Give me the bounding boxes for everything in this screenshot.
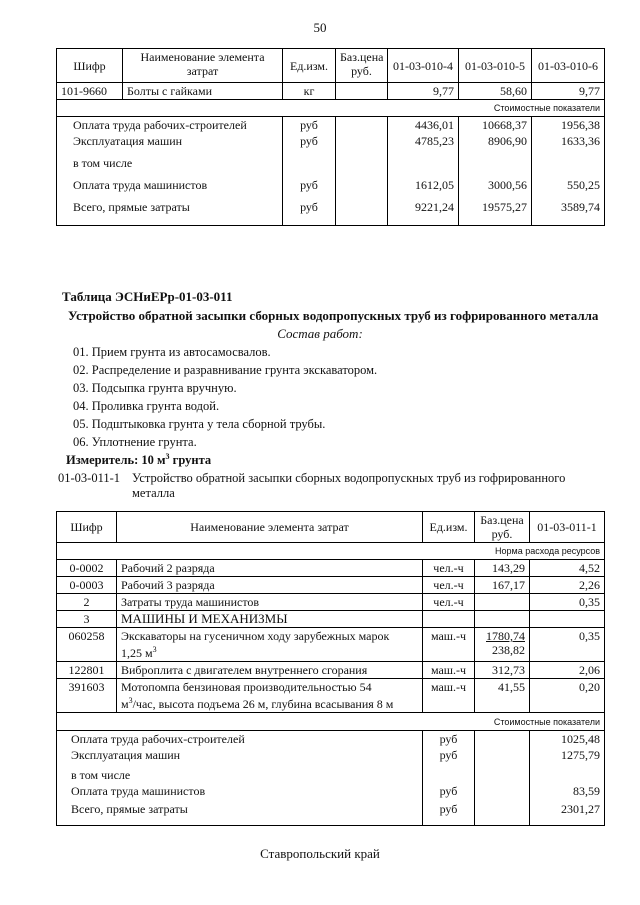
cost-unit: руб <box>423 731 475 748</box>
measure-label: Измеритель: 10 м <box>66 453 166 468</box>
empty-cell <box>336 133 388 155</box>
cost-value-1: 4436,01 <box>388 117 459 134</box>
measure-unit <box>66 452 211 468</box>
header-code: Шифр <box>57 49 123 83</box>
row-unit: чел.-ч <box>423 560 475 577</box>
section-title: Устройство обратной засыпки сборных водопропускных труб из гофрированного металла <box>68 308 599 323</box>
table-row <box>57 199 605 225</box>
table-row <box>57 594 605 611</box>
cost-name: Эксплуатация машин <box>57 747 423 767</box>
measure-sup: 3 <box>165 452 170 461</box>
list-item: 01. Прием грунта из автосамосвалов. <box>73 345 271 359</box>
cost-value-2: 3000,56 <box>459 177 532 199</box>
header-col-011-1: 01-03-011-1 <box>530 512 605 543</box>
row-value: 4,52 <box>530 560 605 577</box>
row-unit: маш.-ч <box>423 679 475 713</box>
table-row <box>57 133 605 155</box>
list-item: 05. Подштыковка грунта у тела сборной трубы. <box>73 417 326 431</box>
table-row <box>57 628 605 662</box>
cost-unit: руб <box>283 117 336 134</box>
row-price-main: 1780,74 <box>486 629 525 643</box>
empty-cell <box>475 611 530 628</box>
list-item: 03. Подсыпка грунта вручную. <box>73 381 237 395</box>
list-item: 04. Проливка грунта водой. <box>73 399 220 413</box>
row-price: 143,29 <box>475 560 530 577</box>
row-code: 060258 <box>57 628 117 662</box>
cost-unit: руб <box>423 783 475 801</box>
row-price: 167,17 <box>475 577 530 594</box>
row-value-3: 9,77 <box>532 83 605 100</box>
works-heading: Состав работ: <box>277 326 363 341</box>
empty-cell <box>336 117 388 134</box>
cost-value-3: 550,25 <box>532 177 605 199</box>
header-col-010-4: 01-03-010-4 <box>388 49 459 83</box>
section-row-machines <box>57 611 605 628</box>
table-header-row <box>57 512 605 543</box>
row-value-2: 58,60 <box>459 83 532 100</box>
list-item: 02. Распределение и разравнивание грунта экскаватором. <box>73 363 378 377</box>
item-code: 01-03-011-1 <box>58 471 121 485</box>
cost-name: Оплата труда машинистов <box>57 783 423 801</box>
empty-cell <box>475 783 530 801</box>
row-price <box>475 628 530 662</box>
row-name-line: м <box>121 697 129 711</box>
table-row <box>57 679 605 713</box>
row-name-sup: 3 <box>128 696 133 705</box>
cost-value: 2301,27 <box>530 801 605 825</box>
row-price-secondary: 238,82 <box>492 643 525 657</box>
row-unit: чел.-ч <box>423 594 475 611</box>
cost-name: Оплата труда машинистов <box>57 177 283 199</box>
row-code: 101-9660 <box>57 83 123 100</box>
row-name-line: 1,25 м <box>121 646 153 660</box>
cost-table-01-03-010 <box>56 48 605 226</box>
row-unit: чел.-ч <box>423 577 475 594</box>
list-item: 06. Уплотнение грунта. <box>73 435 197 449</box>
empty-cell <box>283 155 336 177</box>
cost-value-2: 19575,27 <box>459 199 532 225</box>
empty-cell <box>530 611 605 628</box>
row-name-line: Мотопомпа бензиновая производительностью 54 <box>121 680 372 694</box>
cost-name: Эксплуатация машин <box>57 133 283 155</box>
empty-cell <box>530 767 605 783</box>
table-row <box>57 801 605 825</box>
header-code: Шифр <box>57 512 117 543</box>
cost-name: в том числе <box>57 767 423 783</box>
table-row <box>57 83 605 100</box>
row-price: 312,73 <box>475 662 530 679</box>
table-row <box>57 662 605 679</box>
empty-cell <box>475 801 530 825</box>
row-unit: маш.-ч <box>423 662 475 679</box>
row-price: 41,55 <box>475 679 530 713</box>
cost-name: Оплата труда рабочих-строителей <box>57 731 423 748</box>
row-value: 2,06 <box>530 662 605 679</box>
cost-indicators-header <box>57 713 605 731</box>
machines-heading: МАШИНЫ И МЕХАНИЗМЫ <box>117 611 423 628</box>
table-row <box>57 560 605 577</box>
item-name: Устройство обратной засыпки сборных водопропускных труб из гофрированного металла <box>132 471 566 500</box>
table-id: Таблица ЭСНиЕРр-01-03-011 <box>62 289 233 304</box>
cost-unit: руб <box>423 801 475 825</box>
row-price <box>336 83 388 100</box>
row-code: 391603 <box>57 679 117 713</box>
norm-header-row <box>57 543 605 560</box>
row-name: Болты с гайками <box>123 83 283 100</box>
row-value: 0,35 <box>530 594 605 611</box>
table-row <box>57 177 605 199</box>
row-name: Виброплита с двигателем внутреннего сгорания <box>117 662 423 679</box>
cost-name: Всего, прямые затраты <box>57 801 423 825</box>
table-row <box>57 577 605 594</box>
row-name <box>117 628 423 662</box>
row-value: 2,26 <box>530 577 605 594</box>
cost-value-2: 10668,37 <box>459 117 532 134</box>
cost-value-3: 1633,36 <box>532 133 605 155</box>
empty-cell <box>336 199 388 225</box>
cost-unit: руб <box>283 199 336 225</box>
row-unit: маш.-ч <box>423 628 475 662</box>
table-row <box>57 783 605 801</box>
header-price: Баз.цена руб. <box>475 512 530 543</box>
row-value: 0,35 <box>530 628 605 662</box>
header-name: Наименование элемента затрат <box>123 49 283 83</box>
measure-tail: грунта <box>169 453 212 468</box>
cost-value-1: 9221,24 <box>388 199 459 225</box>
row-code: 122801 <box>57 662 117 679</box>
table-row <box>57 767 605 783</box>
header-unit: Ед.изм. <box>423 512 475 543</box>
cost-unit: руб <box>283 133 336 155</box>
cost-indicators-label: Стоимостные показатели <box>57 713 605 731</box>
header-col-010-5: 01-03-010-5 <box>459 49 532 83</box>
header-unit: Ед.изм. <box>283 49 336 83</box>
cost-unit: руб <box>283 177 336 199</box>
row-code: 0-0003 <box>57 577 117 594</box>
cost-name: в том числе <box>57 155 283 177</box>
empty-cell <box>459 155 532 177</box>
empty-cell <box>388 155 459 177</box>
row-name: Рабочий 2 разряда <box>117 560 423 577</box>
table-header-row <box>57 49 605 83</box>
row-value: 0,20 <box>530 679 605 713</box>
cost-indicators-header <box>57 100 605 117</box>
empty-cell <box>475 731 530 748</box>
row-name-line: /час, высота подъема 26 м, глубина всасывания 8 м <box>132 697 394 711</box>
page-footer-region: Ставропольский край <box>260 846 380 861</box>
cost-name: Всего, прямые затраты <box>57 199 283 225</box>
empty-cell <box>336 177 388 199</box>
cost-value-1: 4785,23 <box>388 133 459 155</box>
cost-value-3: 3589,74 <box>532 199 605 225</box>
table-row <box>57 117 605 134</box>
empty-cell <box>336 155 388 177</box>
resource-table-01-03-011 <box>56 511 605 826</box>
table-row <box>57 155 605 177</box>
cost-value-2: 8906,90 <box>459 133 532 155</box>
row-name <box>117 679 423 713</box>
empty-cell <box>475 747 530 767</box>
cost-name: Оплата труда рабочих-строителей <box>57 117 283 134</box>
cost-value: 83,59 <box>530 783 605 801</box>
cost-value-3: 1956,38 <box>532 117 605 134</box>
row-unit: кг <box>283 83 336 100</box>
empty-cell <box>475 767 530 783</box>
row-code: 2 <box>57 594 117 611</box>
row-name: Рабочий 3 разряда <box>117 577 423 594</box>
header-name: Наименование элемента затрат <box>117 512 423 543</box>
row-name-line: Экскаваторы на гусеничном ходу зарубежных марок <box>121 629 390 643</box>
row-code: 3 <box>57 611 117 628</box>
cost-indicators-label: Стоимостные показатели <box>57 100 605 117</box>
table-row <box>57 731 605 748</box>
row-name-sup: 3 <box>152 645 157 654</box>
empty-cell <box>532 155 605 177</box>
cost-value: 1275,79 <box>530 747 605 767</box>
table-row <box>57 747 605 767</box>
page-number: 50 <box>313 20 327 35</box>
norm-header-label: Норма расхода ресурсов <box>57 543 605 560</box>
row-value-1: 9,77 <box>388 83 459 100</box>
cost-value: 1025,48 <box>530 731 605 748</box>
row-name: Затраты труда машинистов <box>117 594 423 611</box>
empty-cell <box>423 611 475 628</box>
cost-value-1: 1612,05 <box>388 177 459 199</box>
row-code: 0-0002 <box>57 560 117 577</box>
empty-cell <box>423 767 475 783</box>
row-price <box>475 594 530 611</box>
header-price: Баз.цена руб. <box>336 49 388 83</box>
cost-unit: руб <box>423 747 475 767</box>
header-col-010-6: 01-03-010-6 <box>532 49 605 83</box>
